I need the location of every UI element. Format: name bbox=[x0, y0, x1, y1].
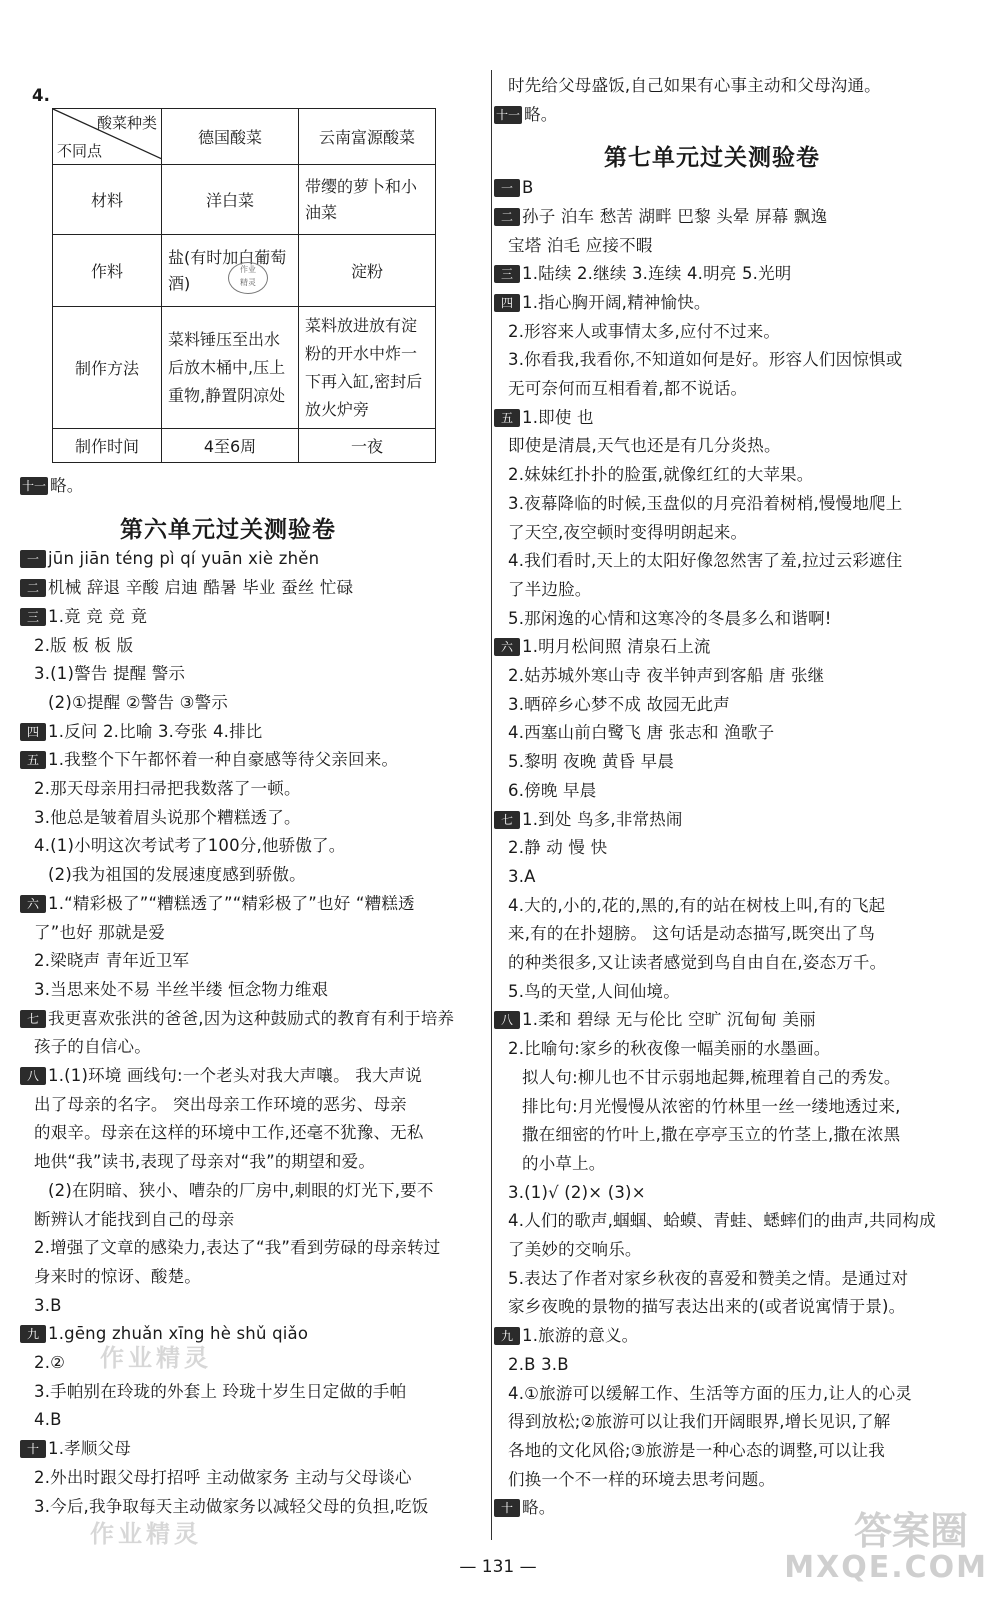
answer-text: B bbox=[522, 178, 534, 198]
answer-line bbox=[48, 693, 228, 713]
question-tag: 九 bbox=[20, 1325, 46, 1343]
answer-text: 身来时的惊讶、酸楚。 bbox=[34, 1266, 201, 1286]
logo-big-text: 答案圈 bbox=[853, 1509, 968, 1553]
answer-text: 孙子 泊车 愁苦 湖畔 巴黎 头晕 屏幕 飘逸 bbox=[522, 206, 828, 226]
answer-text: 1.指心胸开阔,精神愉快。 bbox=[522, 292, 711, 312]
answer-text: 6.傍晚 早晨 bbox=[508, 780, 597, 800]
answer-text: (2)我为祖国的发展速度感到骄傲。 bbox=[48, 865, 306, 885]
answer-line bbox=[508, 1211, 936, 1231]
answer-line bbox=[34, 1468, 412, 1488]
answer-text: 家乡夜晚的景物的描写表达出来的(或者说寓情于景)。 bbox=[508, 1297, 906, 1317]
answer-line bbox=[508, 436, 781, 456]
answer-line bbox=[508, 838, 607, 858]
answer-line bbox=[494, 207, 827, 227]
answer-text: 的小草上。 bbox=[522, 1153, 606, 1173]
question-tag: 四 bbox=[20, 723, 46, 741]
answer-line bbox=[34, 808, 301, 828]
answer-text: 2.比喻句:家乡的秋夜像一幅美丽的水墨画。 bbox=[508, 1039, 831, 1059]
answer-text: 2.版 板 板 版 bbox=[34, 635, 134, 655]
answer-line bbox=[508, 867, 536, 887]
answer-text: 略。 bbox=[50, 476, 84, 495]
question-tag: 七 bbox=[494, 811, 520, 829]
answer-line bbox=[508, 752, 674, 772]
answer-text: 3.晒碎乡心梦不成 故园无此声 bbox=[508, 694, 730, 714]
answer-text: 2.梁晓声 青年近卫军 bbox=[34, 951, 190, 971]
question-tag: 八 bbox=[494, 1011, 520, 1029]
answer-text: 2.增强了文章的感染力,表达了“我”看到劳碌的母亲转过 bbox=[34, 1238, 441, 1258]
answer-line bbox=[20, 578, 353, 598]
answer-text: 3.你看我,我看你,不知道如何是好。形容人们因惊惧或 bbox=[508, 350, 903, 370]
answer-text: 1.到处 鸟多,非常热闹 bbox=[522, 809, 683, 829]
answer-text: 1.gēng zhuǎn xīng hè shǔ qiǎo bbox=[48, 1324, 309, 1344]
answer-text: jūn jiān téng pì qí yuān xiè zhěn bbox=[48, 549, 320, 569]
table-row-header: 材料 bbox=[53, 165, 162, 235]
answer-text: 了美妙的交响乐。 bbox=[508, 1240, 642, 1259]
table-cell: 淀粉 bbox=[299, 235, 436, 307]
table-cell: 菜料锤压至出水后放木桶中,压上重物,静置阴凉处 bbox=[162, 307, 299, 429]
answer-text: 1.反问 2.比喻 3.夸张 4.排比 bbox=[48, 721, 263, 741]
table-cell: 一夜 bbox=[299, 429, 436, 463]
answer-line bbox=[508, 1470, 775, 1490]
question-number: 4. bbox=[32, 86, 51, 105]
question-tag: 三 bbox=[20, 608, 46, 626]
watermark-text: 作业精灵 bbox=[100, 1343, 212, 1372]
column-divider bbox=[491, 70, 492, 1540]
answer-line bbox=[522, 1125, 900, 1145]
answer-text: (2)①提醒 ②警告 ③警示 bbox=[48, 692, 229, 712]
answer-line bbox=[508, 1240, 642, 1260]
answer-text: 2.姑苏城外寒山寺 夜半钟声到客船 唐 张继 bbox=[508, 666, 825, 685]
table-row-header: 制作方法 bbox=[53, 307, 162, 429]
answer-line bbox=[508, 551, 902, 571]
answer-line bbox=[20, 1439, 131, 1459]
answer-line bbox=[508, 723, 774, 743]
question-tag: 二 bbox=[20, 579, 46, 597]
answer-line bbox=[508, 953, 886, 973]
answer-text: 1.(1)环境 画线句:一个老头对我大声嚷。 我大声说 bbox=[48, 1066, 423, 1085]
table-corner-cell bbox=[53, 109, 162, 165]
table-row-header: 作料 bbox=[53, 235, 162, 307]
answer-line bbox=[20, 750, 398, 770]
answer-text: 2.外出时跟父母打招呼 主动做家务 主动与父母谈心 bbox=[34, 1467, 412, 1487]
answer-line bbox=[508, 1039, 831, 1059]
answer-line bbox=[508, 379, 747, 399]
answer-text: 略。 bbox=[522, 1498, 556, 1518]
answer-text: (2)在阴暗、狭小、嘈杂的厂房中,刺眼的灯光下,要不 bbox=[48, 1180, 434, 1200]
answer-text: 5.表达了作者对家乡秋夜的喜爱和赞美之情。是通过对 bbox=[508, 1268, 909, 1288]
answer-line bbox=[494, 637, 711, 657]
answer-text: 撒在细密的竹叶上,撒在亭亭玉立的竹茎上,撒在浓黑 bbox=[522, 1125, 901, 1145]
section-title: 第六单元过关测验卷 bbox=[120, 515, 336, 543]
answer-text: 3.他总是皱着眉头说那个糟糕透了。 bbox=[34, 807, 301, 827]
answer-text: 3.当思来处不易 半丝半缕 恒念物力维艰 bbox=[34, 979, 329, 999]
question-tag: 三 bbox=[494, 265, 520, 283]
table-corner-bottom: 不同点 bbox=[57, 142, 103, 160]
answer-line bbox=[20, 1066, 422, 1086]
answer-text: 们换一个不一样的环境去思考问题。 bbox=[508, 1469, 776, 1489]
answer-line bbox=[508, 1355, 569, 1375]
answer-line bbox=[508, 609, 832, 629]
answer-text: 各地的文化风俗;③旅游是一种心态的调整,可以让我 bbox=[508, 1440, 885, 1460]
question-tag: 八 bbox=[20, 1067, 46, 1085]
answer-line bbox=[508, 580, 592, 600]
answer-line bbox=[508, 1297, 905, 1317]
answer-text: 3.A bbox=[508, 866, 536, 886]
logo-small-text: MXQE.COM bbox=[784, 1550, 988, 1585]
question-tag: 九 bbox=[494, 1327, 520, 1345]
answer-text: 2.妹妹红扑扑的脸蛋,就像红红的大苹果。 bbox=[508, 465, 814, 485]
answer-text: 孩子的自信心。 bbox=[34, 1037, 151, 1057]
answer-line bbox=[508, 1412, 890, 1432]
answer-line bbox=[508, 666, 824, 686]
answer-line bbox=[494, 264, 792, 284]
answer-text: 我更喜欢张洪的爸爸,因为这种鼓励式的教育有利于培养 bbox=[48, 1008, 455, 1028]
answer-line bbox=[522, 1154, 606, 1174]
answer-text: 出了母亲的名字。 突出母亲工作环境的恶劣、母亲 bbox=[34, 1094, 407, 1114]
table-cell: 4至6周 bbox=[162, 429, 299, 463]
answer-text: 1.旅游的意义。 bbox=[522, 1326, 639, 1346]
page-number: — 131 — bbox=[459, 1557, 537, 1577]
answer-line bbox=[494, 1326, 638, 1346]
question-tag: 一 bbox=[494, 179, 520, 197]
answer-line bbox=[34, 923, 165, 943]
answer-text: 3.(1)警告 提醒 警示 bbox=[34, 664, 186, 684]
answer-text: 2.静 动 慢 快 bbox=[508, 838, 608, 858]
answer-text: 1.即使 也 bbox=[522, 407, 594, 427]
answer-text: 1.明月松间照 清泉石上流 bbox=[522, 637, 711, 657]
answer-line bbox=[34, 664, 185, 684]
answer-text: 4.大的,小的,花的,黑的,有的站在树枝上叫,有的飞起 bbox=[508, 895, 886, 915]
answer-text: 得到放松;②旅游可以让我们开阔眼界,增长见识,了解 bbox=[508, 1412, 891, 1432]
answer-line bbox=[34, 1296, 62, 1316]
answer-text: 拟人句:柳儿也不甘示弱地起舞,梳理着自己的秀发。 bbox=[522, 1067, 901, 1087]
answer-line bbox=[34, 1095, 407, 1115]
answer-line bbox=[508, 695, 730, 715]
answer-text: 的艰辛。母亲在这样的环境中工作,还毫不犹豫、无私 bbox=[34, 1123, 424, 1143]
answer-line bbox=[20, 1009, 454, 1029]
answer-line bbox=[20, 476, 83, 496]
answer-line bbox=[508, 1441, 885, 1461]
question-tag: 七 bbox=[20, 1010, 46, 1028]
answer-line bbox=[508, 1183, 646, 1203]
table-col-header: 云南富源酸菜 bbox=[299, 109, 436, 165]
answer-text: 来,有的在扑翅膀。 这句话是动态描写,既突出了鸟 bbox=[508, 924, 876, 944]
answer-text: 5.鸟的天堂,人间仙境。 bbox=[508, 981, 680, 1001]
answer-line bbox=[508, 322, 780, 342]
question-tag: 十一 bbox=[496, 107, 521, 122]
stamp-mark: 作业 精灵 bbox=[228, 262, 268, 294]
answer-text: 了半边脸。 bbox=[508, 579, 592, 599]
answer-line bbox=[34, 1382, 406, 1402]
answer-text: 4.我们看时,天上的太阳好像忽然害了羞,拉过云彩遮住 bbox=[508, 551, 903, 571]
answer-line bbox=[34, 1267, 201, 1287]
answer-line bbox=[494, 1498, 555, 1518]
answer-text: 2.B 3.B bbox=[508, 1354, 569, 1374]
answer-text: 3.B bbox=[34, 1295, 62, 1315]
answer-text: 1.柔和 碧绿 无与伦比 空旷 沉甸甸 美丽 bbox=[522, 1010, 816, 1030]
answer-text: 了”也好 那就是爱 bbox=[34, 922, 166, 942]
answer-line bbox=[494, 408, 594, 428]
answer-text: 2.形容来人或事情太多,应付不过来。 bbox=[508, 321, 781, 341]
answer-line bbox=[34, 636, 133, 656]
question-tag: 五 bbox=[494, 409, 520, 427]
answer-text: 1.“精彩极了”“糟糕透了”“精彩极了”也好 “糟糕透 bbox=[48, 893, 415, 913]
watermark-text: 作业精灵 bbox=[90, 1519, 202, 1548]
answer-line bbox=[508, 76, 881, 96]
question-tag: 六 bbox=[20, 895, 46, 913]
answer-line bbox=[34, 779, 301, 799]
answer-line bbox=[34, 1353, 65, 1373]
answer-text: 3.今后,我争取每天主动做家务以减轻父母的负担,吃饭 bbox=[34, 1496, 429, 1516]
answer-line bbox=[508, 523, 747, 543]
answer-text: 1.竟 竞 竞 竟 bbox=[48, 606, 148, 626]
answer-text: 略。 bbox=[524, 104, 558, 124]
question-tag: 一 bbox=[20, 550, 46, 568]
answer-text: 无可奈何而互相看着,都不说话。 bbox=[508, 379, 748, 398]
table-cell: 带缨的萝卜和小油菜 bbox=[299, 165, 436, 235]
answer-text: 4.(1)小明这次考试考了100分,他骄傲了。 bbox=[34, 836, 346, 856]
answer-line bbox=[48, 1181, 434, 1201]
question-tag: 六 bbox=[494, 638, 520, 656]
answer-text: 排比句:月光慢慢从浓密的竹林里一丝一缕地透过来, bbox=[522, 1096, 901, 1116]
answer-text: 即使是清晨,天气也还是有几分炎热。 bbox=[508, 436, 781, 456]
section-title: 第七单元过关测验卷 bbox=[604, 144, 820, 172]
answer-line bbox=[508, 781, 596, 801]
answer-line bbox=[508, 465, 814, 485]
question-tag: 五 bbox=[20, 751, 46, 769]
table-corner-top: 酸菜种类 bbox=[96, 114, 157, 132]
answer-line bbox=[34, 1238, 440, 1258]
answer-text: 1.陆续 2.继续 3.连续 4.明亮 5.光明 bbox=[522, 264, 792, 284]
table-cell: 洋白菜 bbox=[162, 165, 299, 235]
answer-line bbox=[508, 982, 680, 1002]
answer-line bbox=[494, 1010, 816, 1030]
answer-line bbox=[508, 1269, 908, 1289]
answer-line bbox=[522, 1097, 901, 1117]
answer-text: 1.我整个下午都怀着一种自豪感等待父亲回来。 bbox=[48, 750, 399, 770]
answer-text: 了天空,夜空顿时变得明朗起来。 bbox=[508, 522, 748, 542]
answer-line bbox=[20, 549, 319, 569]
answer-line bbox=[20, 894, 415, 914]
question-tag: 十 bbox=[494, 1499, 520, 1517]
answer-line bbox=[508, 924, 875, 944]
question-tag: 十一 bbox=[22, 479, 47, 493]
answer-text: 时先给父母盛饭,自己如果有心事主动和父母沟通。 bbox=[508, 76, 881, 95]
answer-text: 3.夜幕降临的时候,玉盘似的月亮沿着树梢,慢慢地爬上 bbox=[508, 493, 903, 513]
table-col-header: 德国酸菜 bbox=[162, 109, 299, 165]
answer-text: 1.孝顺父母 bbox=[48, 1439, 131, 1459]
answer-text: 4.西塞山前白鹭飞 唐 张志和 渔歌子 bbox=[508, 723, 775, 743]
answer-line bbox=[508, 896, 885, 916]
answer-text: 的种类很多,又让读者感觉到鸟自由自在,姿态万千。 bbox=[508, 953, 887, 972]
answer-line bbox=[494, 293, 711, 313]
answer-line bbox=[34, 1210, 234, 1230]
table-cell: 盐(有时加白葡萄酒) bbox=[162, 235, 299, 307]
answer-line bbox=[34, 836, 345, 856]
answer-line bbox=[494, 810, 683, 830]
answer-line bbox=[34, 980, 328, 1000]
answer-line bbox=[34, 1152, 375, 1172]
answer-text: 宝塔 泊毛 应接不暇 bbox=[508, 235, 653, 255]
answer-line bbox=[508, 350, 902, 370]
answer-text: 5.那闲逸的心情和这寒冷的冬晨多么和谐啊! bbox=[508, 608, 832, 628]
question-tag: 二 bbox=[494, 208, 520, 226]
answer-line bbox=[20, 722, 263, 742]
answer-line bbox=[34, 1410, 62, 1430]
question-tag: 十 bbox=[20, 1440, 46, 1458]
table-cell: 菜料放进放有淀粉的开水中炸一下再入缸,密封后放火炉旁 bbox=[299, 307, 436, 429]
answer-line bbox=[494, 178, 534, 198]
answer-line bbox=[20, 607, 147, 627]
answer-text: 断辨认才能找到自己的母亲 bbox=[34, 1209, 235, 1229]
answer-line bbox=[34, 1123, 424, 1143]
answer-text: 机械 辞退 辛酸 启迪 酷暑 毕业 蚕丝 忙碌 bbox=[48, 578, 354, 598]
answer-line bbox=[508, 494, 902, 514]
answer-text: 4.人们的歌声,蝈蝈、蛤蟆、青蛙、蟋蟀们的曲声,共同构成 bbox=[508, 1211, 936, 1231]
answer-text: 2.那天母亲用扫帚把我数落了一顿。 bbox=[34, 779, 301, 798]
answer-line bbox=[508, 1384, 912, 1404]
answer-line bbox=[494, 105, 557, 125]
answer-line bbox=[34, 951, 189, 971]
answer-text: 5.黎明 夜晚 黄昏 早晨 bbox=[508, 752, 675, 772]
answer-text: 地供“我”读书,表现了母亲对“我”的期望和爱。 bbox=[34, 1152, 376, 1172]
table-row-header: 制作时间 bbox=[53, 429, 162, 463]
answer-line bbox=[522, 1068, 901, 1088]
answer-line bbox=[508, 236, 653, 256]
answer-line bbox=[34, 1037, 151, 1057]
answer-line bbox=[48, 865, 306, 885]
answer-text: 4.①旅游可以缓解工作、生活等方面的压力,让人的心灵 bbox=[508, 1383, 912, 1403]
question-tag: 四 bbox=[494, 294, 520, 312]
answer-text: 3.手帕别在玲珑的外套上 玲珑十岁生日定做的手帕 bbox=[34, 1381, 407, 1401]
answer-text: 3.(1)√ (2)× (3)× bbox=[508, 1182, 646, 1202]
answer-text: 4.B bbox=[34, 1410, 62, 1430]
answer-text: 2.② bbox=[34, 1353, 66, 1372]
